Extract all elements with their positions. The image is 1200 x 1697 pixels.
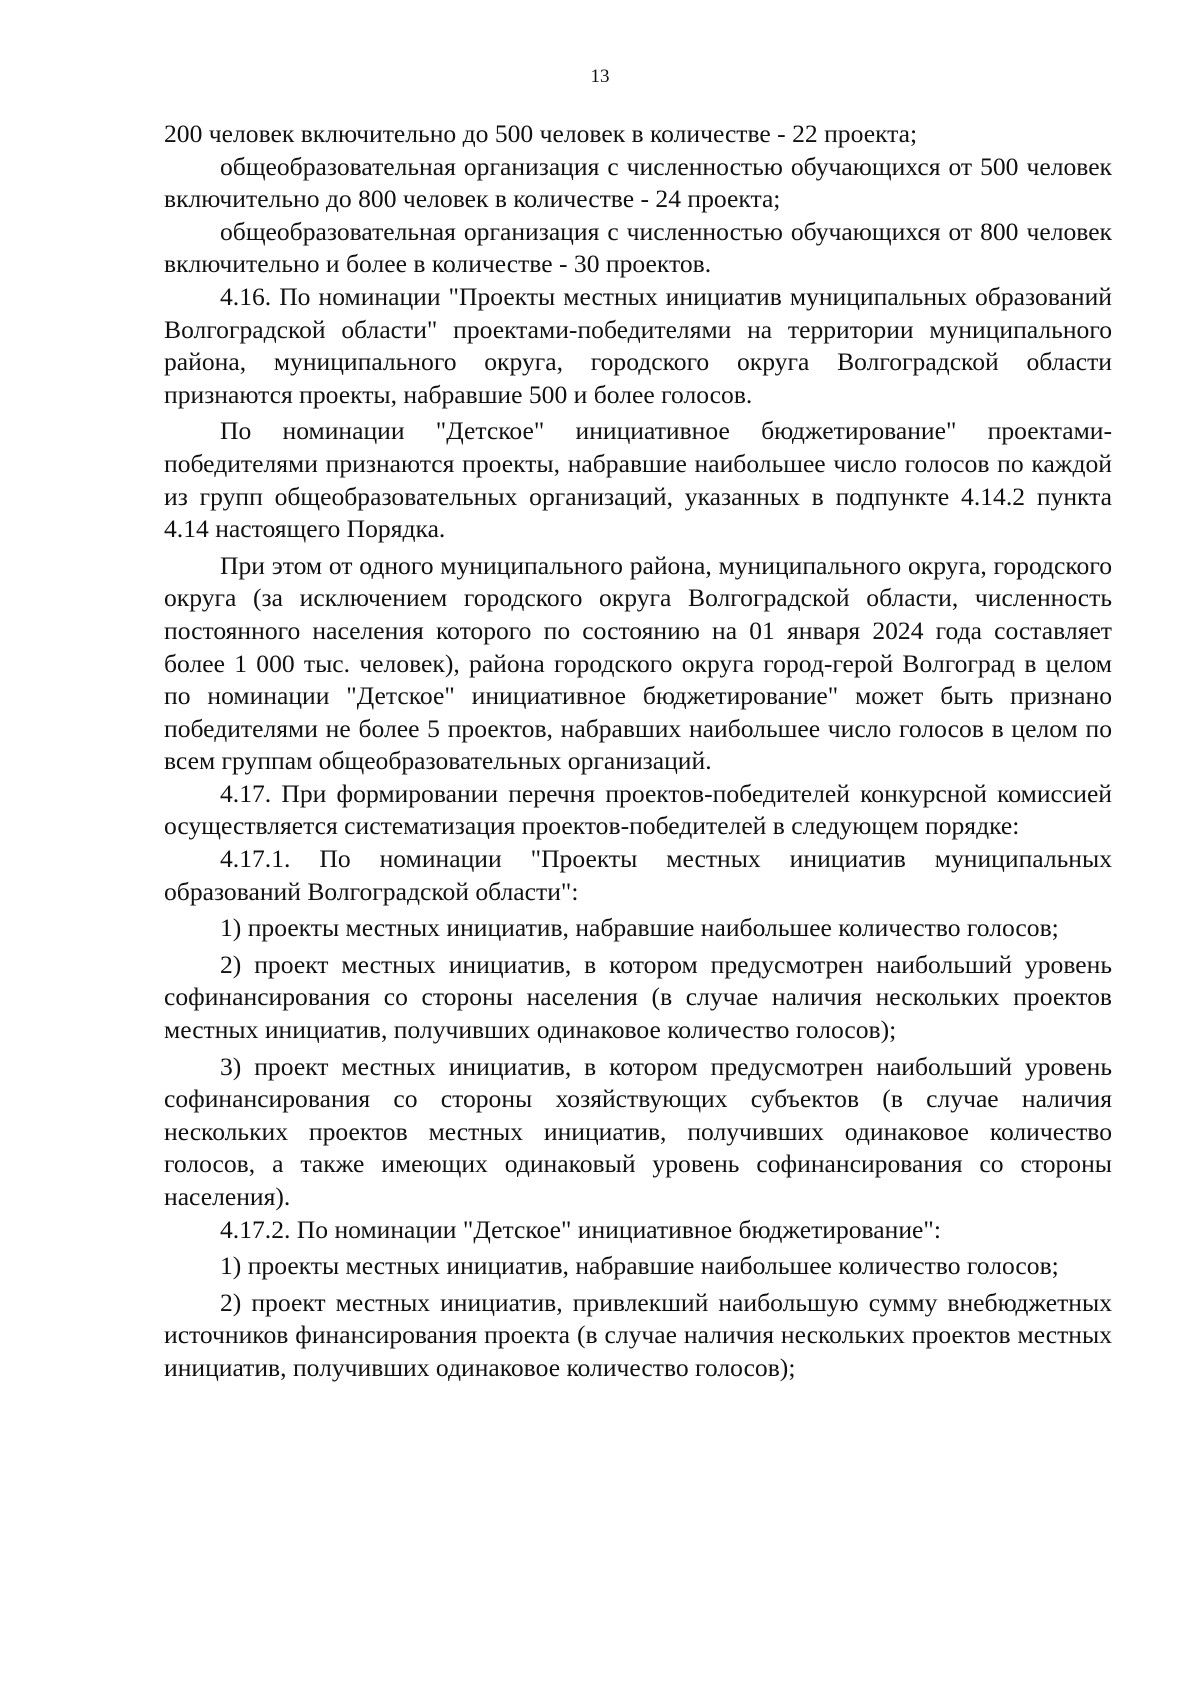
paragraph-4-17: 4.17. При формировании перечня проектов-победителей конкурсной комиссией осуществляется систематизация проектов-победителей в следующем порядке: (164, 778, 1112, 841)
paragraph-4-17-2: 4.17.2. По номинации "Детское" инициативное бюджетирование": (220, 1214, 941, 1244)
paragraph-detskoe-winners: По номинации "Детское" инициативное бюджетирование" проектами-победителями признаются проекты, набравшие наибольшее число голосов по каждой из групп общеобразовательных организаций, указанных в подпункте 4.14.2 пункта 4.14 настоящего Порядка. (164, 416, 1112, 544)
page-number: 13 (590, 66, 610, 87)
list-item-4-17-2-2: 2) проект местных инициатив, привлекший наибольшую сумму внебюджетных источников финансирования проекта (в случае наличия нескольких проектов местных инициатив, получивших одинаковое количество голосов); (164, 1287, 1112, 1382)
paragraph-4-16: 4.16. По номинации "Проекты местных инициатив муниципальных образований Волгоградской области" проектами-победителями на территории муниципального района, муниципального округа, городского округа Волгоградской области признаются проекты, набравшие 500 и более голосов. (164, 281, 1112, 409)
paragraph-4-17-1: 4.17.1. По номинации "Проекты местных инициатив муниципальных образований Волгоградской области": (164, 844, 1112, 906)
paragraph-limit-5-projects: При этом от одного муниципального района, муниципального округа, городского округа (за исключением городского округа Волгоградской области, численность постоянного населения которого по состоянию на 01 января 2024 года составляет более 1 000 тыс. человек), района городского округа город-герой Волгоград в целом по номинации "Детское" инициативное бюджетирование" может быть признано победителями не более 5 проектов, набравших наибольшее число голосов в целом по всем группам общеобразовательных организаций. (164, 550, 1112, 776)
list-item-4-17-1-1: 1) проекты местных инициатив, набравшие наибольшее количество голосов; (220, 913, 1059, 943)
list-item-4-17-2-1: 1) проекты местных инициатив, набравшие наибольшее количество голосов; (220, 1251, 1059, 1281)
paragraph-continuation: 200 человек включительно до 500 человек в количестве - 22 проекта; (164, 119, 918, 148)
list-item-4-17-1-2: 2) проект местных инициатив, в котором предусмотрен наибольший уровень софинансирования со стороны населения (в случае наличия нескольких проектов местных инициатив, получивших одинаковое количество голосов); (164, 949, 1112, 1045)
paragraph-group-800-plus: общеобразовательная организация с численностью обучающихся от 800 человек включительно и более в количестве - 30 проектов. (164, 216, 1112, 279)
document-body (164, 118, 1112, 1385)
list-item-4-17-1-3: 3) проект местных инициатив, в котором предусмотрен наибольший уровень софинансирования со стороны хозяйствующих субъектов (в случае наличия нескольких проектов местных инициатив, получивших одинаковое количество голосов, а также имеющих одинаковый уровень софинансирования со стороны населения). (164, 1051, 1112, 1211)
paragraph-group-500-800: общеобразовательная организация с численностью обучающихся от 500 человек включительно до 800 человек в количестве - 24 проекта; (164, 151, 1112, 214)
